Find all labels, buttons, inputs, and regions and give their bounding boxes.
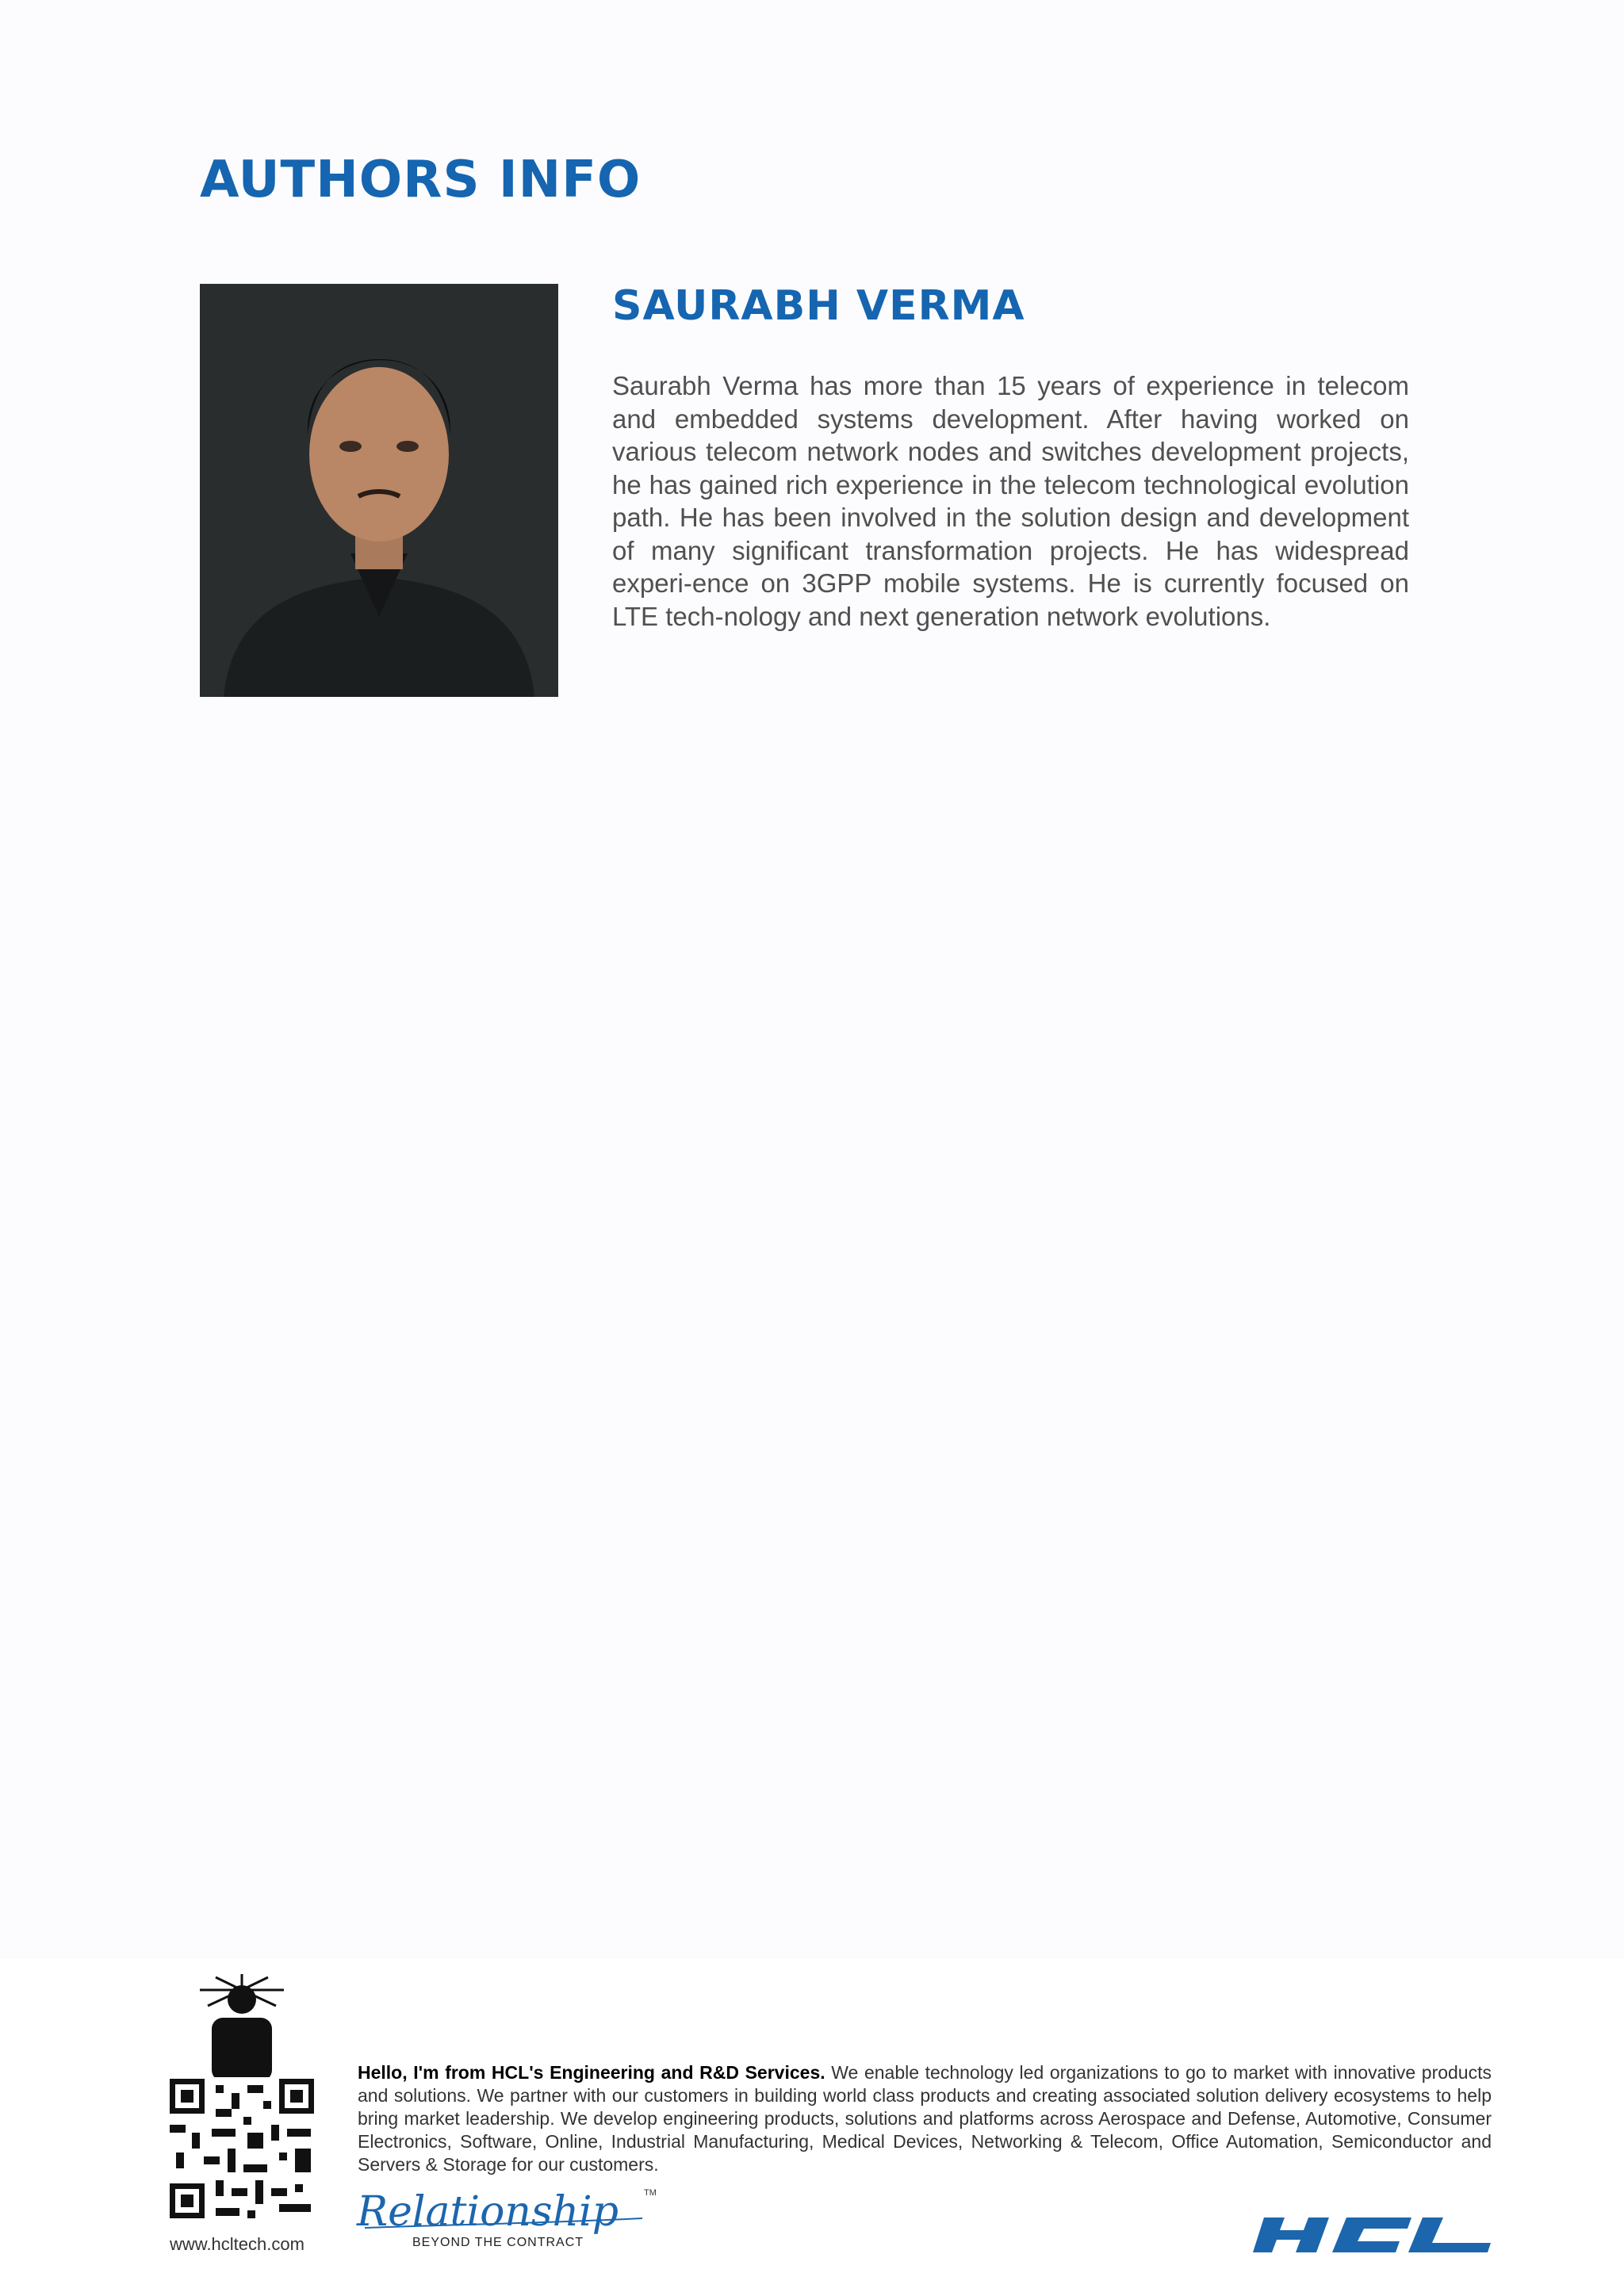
author-portrait-image — [200, 284, 558, 697]
tagline-script-text: Relationship — [357, 2188, 619, 2236]
website-link[interactable]: www.hcltech.com — [170, 2234, 304, 2254]
hcl-logo — [1253, 2216, 1492, 2254]
author-photo — [200, 284, 558, 697]
qr-code-mascot — [168, 1974, 316, 2228]
trademark-mark: TM — [644, 2188, 657, 2198]
footer-intro-bold: Hello, I'm from HCL's Engineering and R&D Services. — [358, 2062, 825, 2083]
footer-intro-text: We enable technology led organizations to go to market with innovative products and solutions. We partner with our customers in building world class products and creating associated solution delivery ecosystems to help bring market leadership. We develop engineering products, solutions and platforms across Aerospace and Defense, Automotive, Consumer Electronics, Software, Online, Industrial Manufacturing, Medical Devices, Networking & Telecom, Office Automation, Semiconductor and Servers & Storage for our customers. — [358, 2062, 1492, 2175]
hcl-logo-icon — [1253, 2216, 1492, 2254]
footer-description — [358, 2061, 1492, 2176]
author-bio: Saurabh Verma has more than 15 years of experience in telecom and embedded systems development. After having worked on various telecom network nodes and switches development projects, he has gained rich experience in the telecom technological evolution path. He has been involved in the solution design and development of many significant transformation projects. He has widespread experi-ence on 3GPP mobile systems. He is currently focused on LTE tech-nology and next generation network evolutions. — [612, 371, 1409, 631]
qr-code-icon — [168, 1974, 316, 2228]
page-title: AUTHORS INFO — [200, 151, 642, 209]
author-name: SAURABH VERMA — [612, 282, 1025, 330]
relationship-tagline-logo — [357, 2188, 658, 2252]
tagline-subtitle: BEYOND THE CONTRACT — [412, 2236, 584, 2249]
